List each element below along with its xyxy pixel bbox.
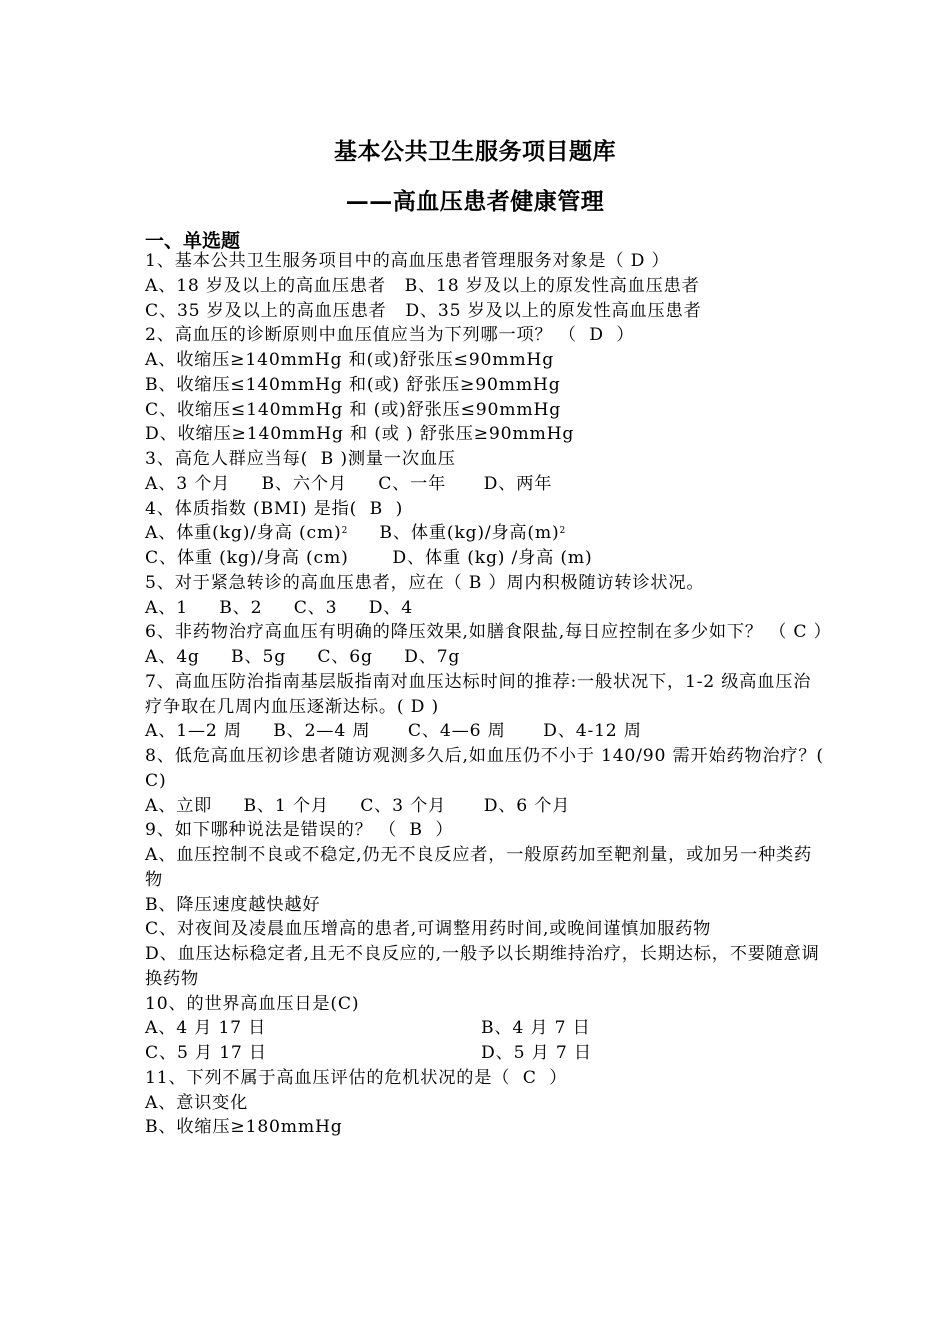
- question-9-option-c: C、对夜间及凌晨血压增高的患者,可调整用药时间,或晚间谨慎加服药物: [145, 919, 712, 940]
- question-5: 5、对于紧急转诊的高血压患者，应在（ B ）周内积极随访转诊状况。: [145, 572, 705, 593]
- question-11-option-a: A、意识变化: [145, 1092, 249, 1113]
- question-3: 3、高危人群应当每( B )测量一次血压: [145, 449, 456, 469]
- question-2-option-a: A、收缩压≥140mmHg 和(或)舒张压≤90mmHg: [145, 350, 555, 370]
- question-10: 10、的世界高血压日是(C): [145, 993, 360, 1014]
- question-4-options-ab: [145, 521, 825, 546]
- question-6: 6、非药物治疗高血压有明确的降压效果,如膳食限盐,每日应控制在多少如下？ （ C ）: [145, 622, 832, 643]
- question-9-option-a: A、血压控制不良或不稳定,仍无不良反应者，一般原药加至靶剂量，或加另一种类药物: [145, 845, 813, 890]
- document-subtitle: ——高血压患者健康管理: [345, 188, 605, 215]
- superscript: 2: [559, 526, 567, 537]
- question-4-options-cd: C、体重 (kg)/身高 (cm) D、体重 (kg) /身高 (m): [145, 548, 593, 568]
- question-2: 2、高血压的诊断原则中血压值应当为下列哪一项？ （ D ）: [145, 325, 635, 346]
- option-b: B、4 月 7 日: [481, 1018, 591, 1039]
- question-9-option-d: D、血压达标稳定者,且无不良反应的,一般予以长期维持治疗，长期达标，不要随意调换药物: [145, 944, 820, 989]
- question-1-options-cd: C、35 岁及以上的高血压患者 D、35 岁及以上的原发性高血压患者: [145, 300, 702, 321]
- question-1-options-ab: A、18 岁及以上的高血压患者 B、18 岁及以上的原发性高血压患者: [145, 275, 700, 296]
- question-2-option-d: D、收缩压≥140mmHg 和 (或 ) 舒张压≥90mmHg: [145, 424, 575, 445]
- question-7-options: A、1—2 周 B、2—4 周 C、4—6 周 D、4-12 周: [145, 721, 642, 742]
- superscript: 2: [341, 526, 349, 537]
- question-2-option-c: C、收缩压≤140mmHg 和 (或)舒张压≤90mmHg: [145, 399, 562, 420]
- question-2-option-b: B、收缩压≤140mmHg 和(或) 舒张压≥90mmHg: [145, 374, 561, 395]
- question-4: 4、体质指数 (BMI) 是指( B ): [145, 498, 404, 519]
- question-9-option-b: B、降压速度越快越好: [145, 894, 321, 915]
- question-10-options-ab: [145, 1016, 825, 1041]
- document-title: 基本公共卫生服务项目题库: [334, 138, 616, 165]
- question-1: 1、基本公共卫生服务项目中的高血压患者管理服务对象是（ D ）: [145, 251, 670, 271]
- question-6-options: A、4g B、5g C、6g D、7g: [145, 647, 461, 667]
- question-5-options: A、1 B、2 C、3 D、4: [145, 597, 414, 618]
- question-9: 9、如下哪种说法是错误的？ （ B ）: [145, 820, 454, 841]
- question-11-option-b: B、收缩压≥180mmHg: [145, 1117, 343, 1138]
- question-list: [145, 249, 832, 1140]
- question-10-options-cd: [145, 1041, 825, 1066]
- option-b-text: B、体重(kg)/身高(m): [348, 523, 560, 544]
- question-11: 11、下列不属于高血压评估的危机状况的是（ C ）: [145, 1067, 568, 1088]
- question-7: 7、高血压防治指南基层版指南对血压达标时间的推荐:一般状况下，1-2 级高血压治疗争取在几周内血压逐渐达标。( D ): [145, 671, 812, 717]
- option-a-text: A、体重(kg)/身高 (cm): [145, 523, 342, 544]
- option-a: A、4 月 17 日: [145, 1018, 267, 1039]
- question-8: 8、低危高血压初诊患者随访观测多久后,如血压仍不小于 140/90 需开始药物治疗？( C): [145, 746, 824, 791]
- option-c: C、5 月 17 日: [145, 1043, 267, 1063]
- section-heading: 一、单选题: [145, 230, 241, 252]
- option-d: D、5 月 7 日: [481, 1043, 592, 1063]
- question-8-options: A、立即 B、1 个月 C、3 个月 D、6 个月: [145, 795, 571, 816]
- question-3-options: A、3 个月 B、六个月 C、一年 D、两年: [145, 473, 553, 494]
